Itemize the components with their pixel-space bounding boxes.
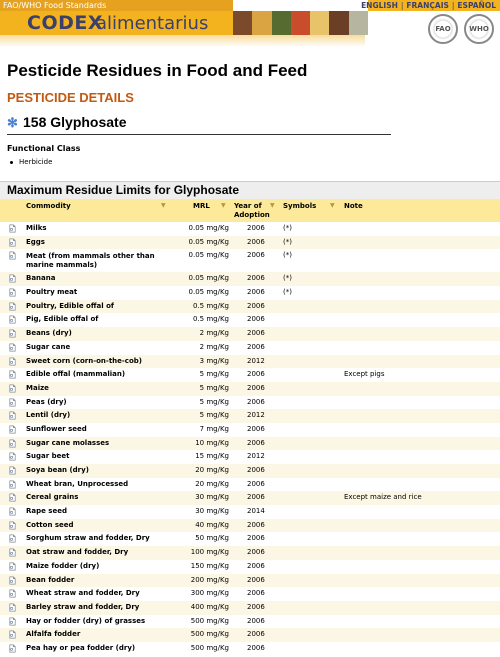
table-row [0,560,500,574]
cell-commodity[interactable]: Sorghum straw and fodder, Dry [26,534,150,543]
commodity-link-icon[interactable] [8,274,17,283]
cell-commodity[interactable]: Meat (from mammals other than marine mammals) [26,252,155,270]
commodity-link-icon[interactable] [8,562,17,571]
cell-commodity[interactable]: Beans (dry) [26,329,72,338]
table-row [0,464,500,478]
pesticide-snowflake-icon: ✻ [7,114,18,130]
section-title: PESTICIDE DETAILS [7,90,134,105]
cell-year: 2006 [247,534,265,543]
cell-year: 2006 [247,589,265,598]
table-row [0,423,500,437]
commodity-link-icon[interactable] [8,576,17,585]
table-row [0,532,500,546]
cell-year: 2006 [247,548,265,557]
food-photo [233,11,252,35]
cell-commodity[interactable]: Lentil (dry) [26,411,71,420]
cell-commodity[interactable]: Soya bean (dry) [26,466,89,474]
table-row [0,478,500,492]
brand-bold: CODEX [27,12,103,34]
cell-year: 2006 [247,370,265,379]
cell-symbol[interactable]: (*) [283,251,292,260]
cell-year: 2006 [247,224,265,232]
commodity-link-icon[interactable] [8,507,17,516]
cell-year: 2006 [247,575,265,584]
cell-commodity[interactable]: Wheat straw and fodder, Dry [26,589,140,598]
cell-year: 2006 [247,342,265,351]
cell-year: 2006 [247,643,265,652]
cell-year: 2006 [247,479,265,488]
mrl-table-title: Maximum Residue Limits for Glyphosate [0,181,500,199]
table-row [0,491,500,505]
cell-commodity[interactable]: Poultry, Edible offal of [26,301,114,310]
cell-commodity[interactable]: Edible offal (mammalian) [26,370,126,379]
cell-year: 2006 [247,315,265,324]
cell-mrl: 5 mg/Kg [199,383,229,392]
table-row [0,341,500,355]
cell-year: 2006 [247,616,265,625]
commodity-link-icon[interactable] [8,466,17,475]
cell-mrl: 5 mg/Kg [199,411,229,420]
commodity-link-icon[interactable] [8,315,17,324]
cell-year: 2012 [247,452,265,461]
lang-separator: | [400,1,404,10]
commodity-link-icon[interactable] [8,343,17,352]
language-bar [361,0,500,11]
functional-class-label: Functional Class [7,144,81,153]
header-year[interactable]: Year of Adoption [234,202,270,219]
table-row [0,437,500,451]
cell-commodity[interactable]: Alfalfa fodder [26,630,81,639]
header-mrl[interactable]: MRL [193,202,210,210]
cell-year: 2006 [247,251,265,260]
food-photo-strip [233,11,368,35]
table-row [0,519,500,533]
cell-year: 2006 [247,237,265,246]
food-photo [349,11,368,35]
brand-tagline: FAO/WHO Food Standards [0,0,233,11]
pesticide-name: 158 Glyphosate [23,114,127,130]
cell-mrl: 500 mg/Kg [190,643,229,652]
cell-mrl: 0.5 mg/Kg [192,315,229,324]
sort-symbols-icon[interactable]: ▼ [330,202,335,209]
cell-mrl: 30 mg/Kg [195,493,229,502]
commodity-link-icon[interactable] [8,329,17,338]
commodity-link-icon[interactable] [8,238,17,247]
lang-french-link[interactable]: FRANÇAIS [406,1,449,10]
cell-note: Except pigs [344,370,385,379]
table-row [0,601,500,615]
commodity-link-icon[interactable] [8,411,17,420]
divider [7,134,391,135]
fao-logo-icon[interactable]: FAO [428,14,458,44]
cell-commodity[interactable]: Sugar beet [26,452,70,461]
who-logo-icon[interactable]: WHO [464,14,494,44]
header-symbols[interactable]: Symbols [283,202,317,210]
cell-commodity[interactable]: Sunflower seed [26,424,87,433]
cell-mrl: 5 mg/Kg [199,397,229,406]
cell-mrl: 500 mg/Kg [190,630,229,639]
partner-logos [428,14,494,44]
cell-commodity[interactable]: Sugar cane molasses [26,438,110,447]
table-row [0,286,500,300]
cell-year: 2006 [247,630,265,639]
commodity-link-icon[interactable] [8,548,17,557]
cell-mrl: 0.05 mg/Kg [188,251,229,260]
commodity-link-icon[interactable] [8,370,17,379]
cell-mrl: 7 mg/Kg [199,424,229,433]
brand-light: alimentarius [96,13,209,34]
cell-year: 2006 [247,424,265,433]
table-row [0,628,500,642]
codex-logo[interactable] [0,11,233,35]
cell-commodity[interactable]: Oat straw and fodder, Dry [26,548,129,557]
cell-year: 2006 [247,602,265,611]
mrl-table [0,199,500,656]
commodity-link-icon[interactable] [8,251,17,260]
commodity-link-icon[interactable] [8,357,17,366]
functional-class-value: Herbicide [19,158,53,166]
cell-mrl: 2 mg/Kg [199,342,229,351]
table-row [0,546,500,560]
cell-commodity[interactable]: Wheat bran, Unprocessed [26,479,129,488]
header-note[interactable]: Note [344,202,363,210]
cell-symbol[interactable]: (*) [283,224,292,232]
cell-commodity[interactable]: Poultry meat [26,288,78,297]
cell-mrl: 0.05 mg/Kg [188,288,229,297]
cell-note: Except maize and rice [344,493,422,502]
lang-separator: | [451,1,455,10]
table-row [0,587,500,601]
table-header-row [0,199,500,222]
cell-year: 2006 [247,329,265,338]
cell-symbol[interactable]: (*) [283,237,292,246]
cell-mrl: 50 mg/Kg [195,534,229,543]
food-photo [272,11,291,35]
table-row [0,615,500,629]
cell-year: 2006 [247,438,265,447]
cell-mrl: 0.05 mg/Kg [188,274,229,283]
table-row [0,272,500,286]
cell-year: 2006 [247,301,265,310]
cell-mrl: 200 mg/Kg [190,575,229,584]
bullet-icon [10,161,13,164]
cell-commodity[interactable]: Cotton seed [26,520,74,529]
food-photo [252,11,271,35]
table-row [0,236,500,250]
table-body [0,222,500,656]
table-row [0,450,500,464]
cell-year: 2014 [247,507,265,516]
cell-mrl: 40 mg/Kg [195,520,229,529]
table-row [0,574,500,588]
cell-mrl: 400 mg/Kg [190,602,229,611]
lang-english-link[interactable]: ENGLISH [361,1,398,10]
cell-commodity[interactable]: Milks [26,224,47,232]
sort-year-icon[interactable]: ▼ [270,202,275,209]
cell-commodity[interactable]: Rape seed [26,507,67,516]
cell-mrl: 500 mg/Kg [190,616,229,625]
commodity-link-icon[interactable] [8,398,17,407]
commodity-link-icon[interactable] [8,452,17,461]
cell-commodity[interactable]: Cereal grains [26,493,79,502]
commodity-link-icon[interactable] [8,224,17,233]
table-row [0,222,500,236]
commodity-link-icon[interactable] [8,617,17,626]
table-row [0,409,500,423]
cell-year: 2006 [247,493,265,502]
food-photo [329,11,348,35]
commodity-link-icon[interactable] [8,589,17,598]
pesticide-heading [7,114,127,130]
commodity-link-icon[interactable] [8,425,17,434]
cell-year: 2006 [247,561,265,570]
header-shadow [0,35,365,47]
commodity-link-icon[interactable] [8,288,17,297]
header-commodity[interactable]: Commodity [26,202,71,210]
table-row [0,368,500,382]
commodity-link-icon[interactable] [8,534,17,543]
table-row [0,327,500,341]
cell-mrl: 300 mg/Kg [190,589,229,598]
cell-mrl: 20 mg/Kg [195,466,229,474]
cell-commodity[interactable]: Bean fodder [26,575,75,584]
cell-mrl: 0.05 mg/Kg [188,224,229,232]
cell-year: 2012 [247,356,265,365]
functional-class-item [10,158,52,166]
cell-year: 2006 [247,288,265,297]
cell-mrl: 20 mg/Kg [195,479,229,488]
food-photo [291,11,310,35]
table-row [0,505,500,519]
cell-commodity[interactable]: Pea hay or pea fodder (dry) [26,643,136,652]
commodity-link-icon[interactable] [8,521,17,530]
table-row [0,313,500,327]
cell-commodity[interactable]: Hay or fodder (dry) of grasses [26,616,146,625]
sort-mrl-icon[interactable]: ▼ [221,202,226,209]
cell-mrl: 30 mg/Kg [195,507,229,516]
commodity-link-icon[interactable] [8,603,17,612]
lang-spanish-link[interactable]: ESPAÑOL [457,1,496,10]
cell-mrl: 15 mg/Kg [195,452,229,461]
cell-commodity[interactable]: Maize [26,383,49,392]
site-header [0,0,500,47]
cell-commodity[interactable]: Pig, Edible offal of [26,315,99,324]
cell-year: 2006 [247,397,265,406]
cell-mrl: 5 mg/Kg [199,370,229,379]
cell-commodity[interactable]: Banana [26,274,56,283]
table-row [0,382,500,396]
sort-commodity-icon[interactable]: ▼ [161,202,166,209]
cell-commodity[interactable]: Peas (dry) [26,397,67,406]
cell-symbol[interactable]: (*) [283,288,292,297]
commodity-link-icon[interactable] [8,630,17,639]
cell-symbol[interactable]: (*) [283,274,292,283]
cell-mrl: 0.5 mg/Kg [192,301,229,310]
cell-mrl: 100 mg/Kg [190,548,229,557]
cell-year: 2012 [247,411,265,420]
table-row [0,642,500,656]
food-photo [310,11,329,35]
cell-commodity[interactable]: Sweet corn (corn-on-the-cob) [26,356,142,365]
cell-year: 2006 [247,383,265,392]
table-row [0,300,500,314]
cell-year: 2006 [247,466,265,474]
table-row [0,355,500,369]
cell-mrl: 10 mg/Kg [195,438,229,447]
cell-mrl: 3 mg/Kg [199,356,229,365]
cell-year: 2006 [247,274,265,283]
table-row [0,249,500,272]
cell-commodity[interactable]: Maize fodder (dry) [26,561,100,570]
commodity-link-icon[interactable] [8,302,17,311]
cell-mrl: 150 mg/Kg [190,561,229,570]
cell-commodity[interactable]: Barley straw and fodder, Dry [26,602,140,611]
commodity-link-icon[interactable] [8,493,17,502]
cell-commodity[interactable]: Sugar cane [26,342,71,351]
commodity-link-icon[interactable] [8,384,17,393]
cell-year: 2006 [247,520,265,529]
page-title: Pesticide Residues in Food and Feed [7,61,308,80]
commodity-link-icon[interactable] [8,439,17,448]
commodity-link-icon[interactable] [8,480,17,489]
cell-mrl: 2 mg/Kg [199,329,229,338]
commodity-link-icon[interactable] [8,644,17,653]
table-row [0,396,500,410]
cell-commodity[interactable]: Eggs [26,237,45,246]
cell-mrl: 0.05 mg/Kg [188,237,229,246]
